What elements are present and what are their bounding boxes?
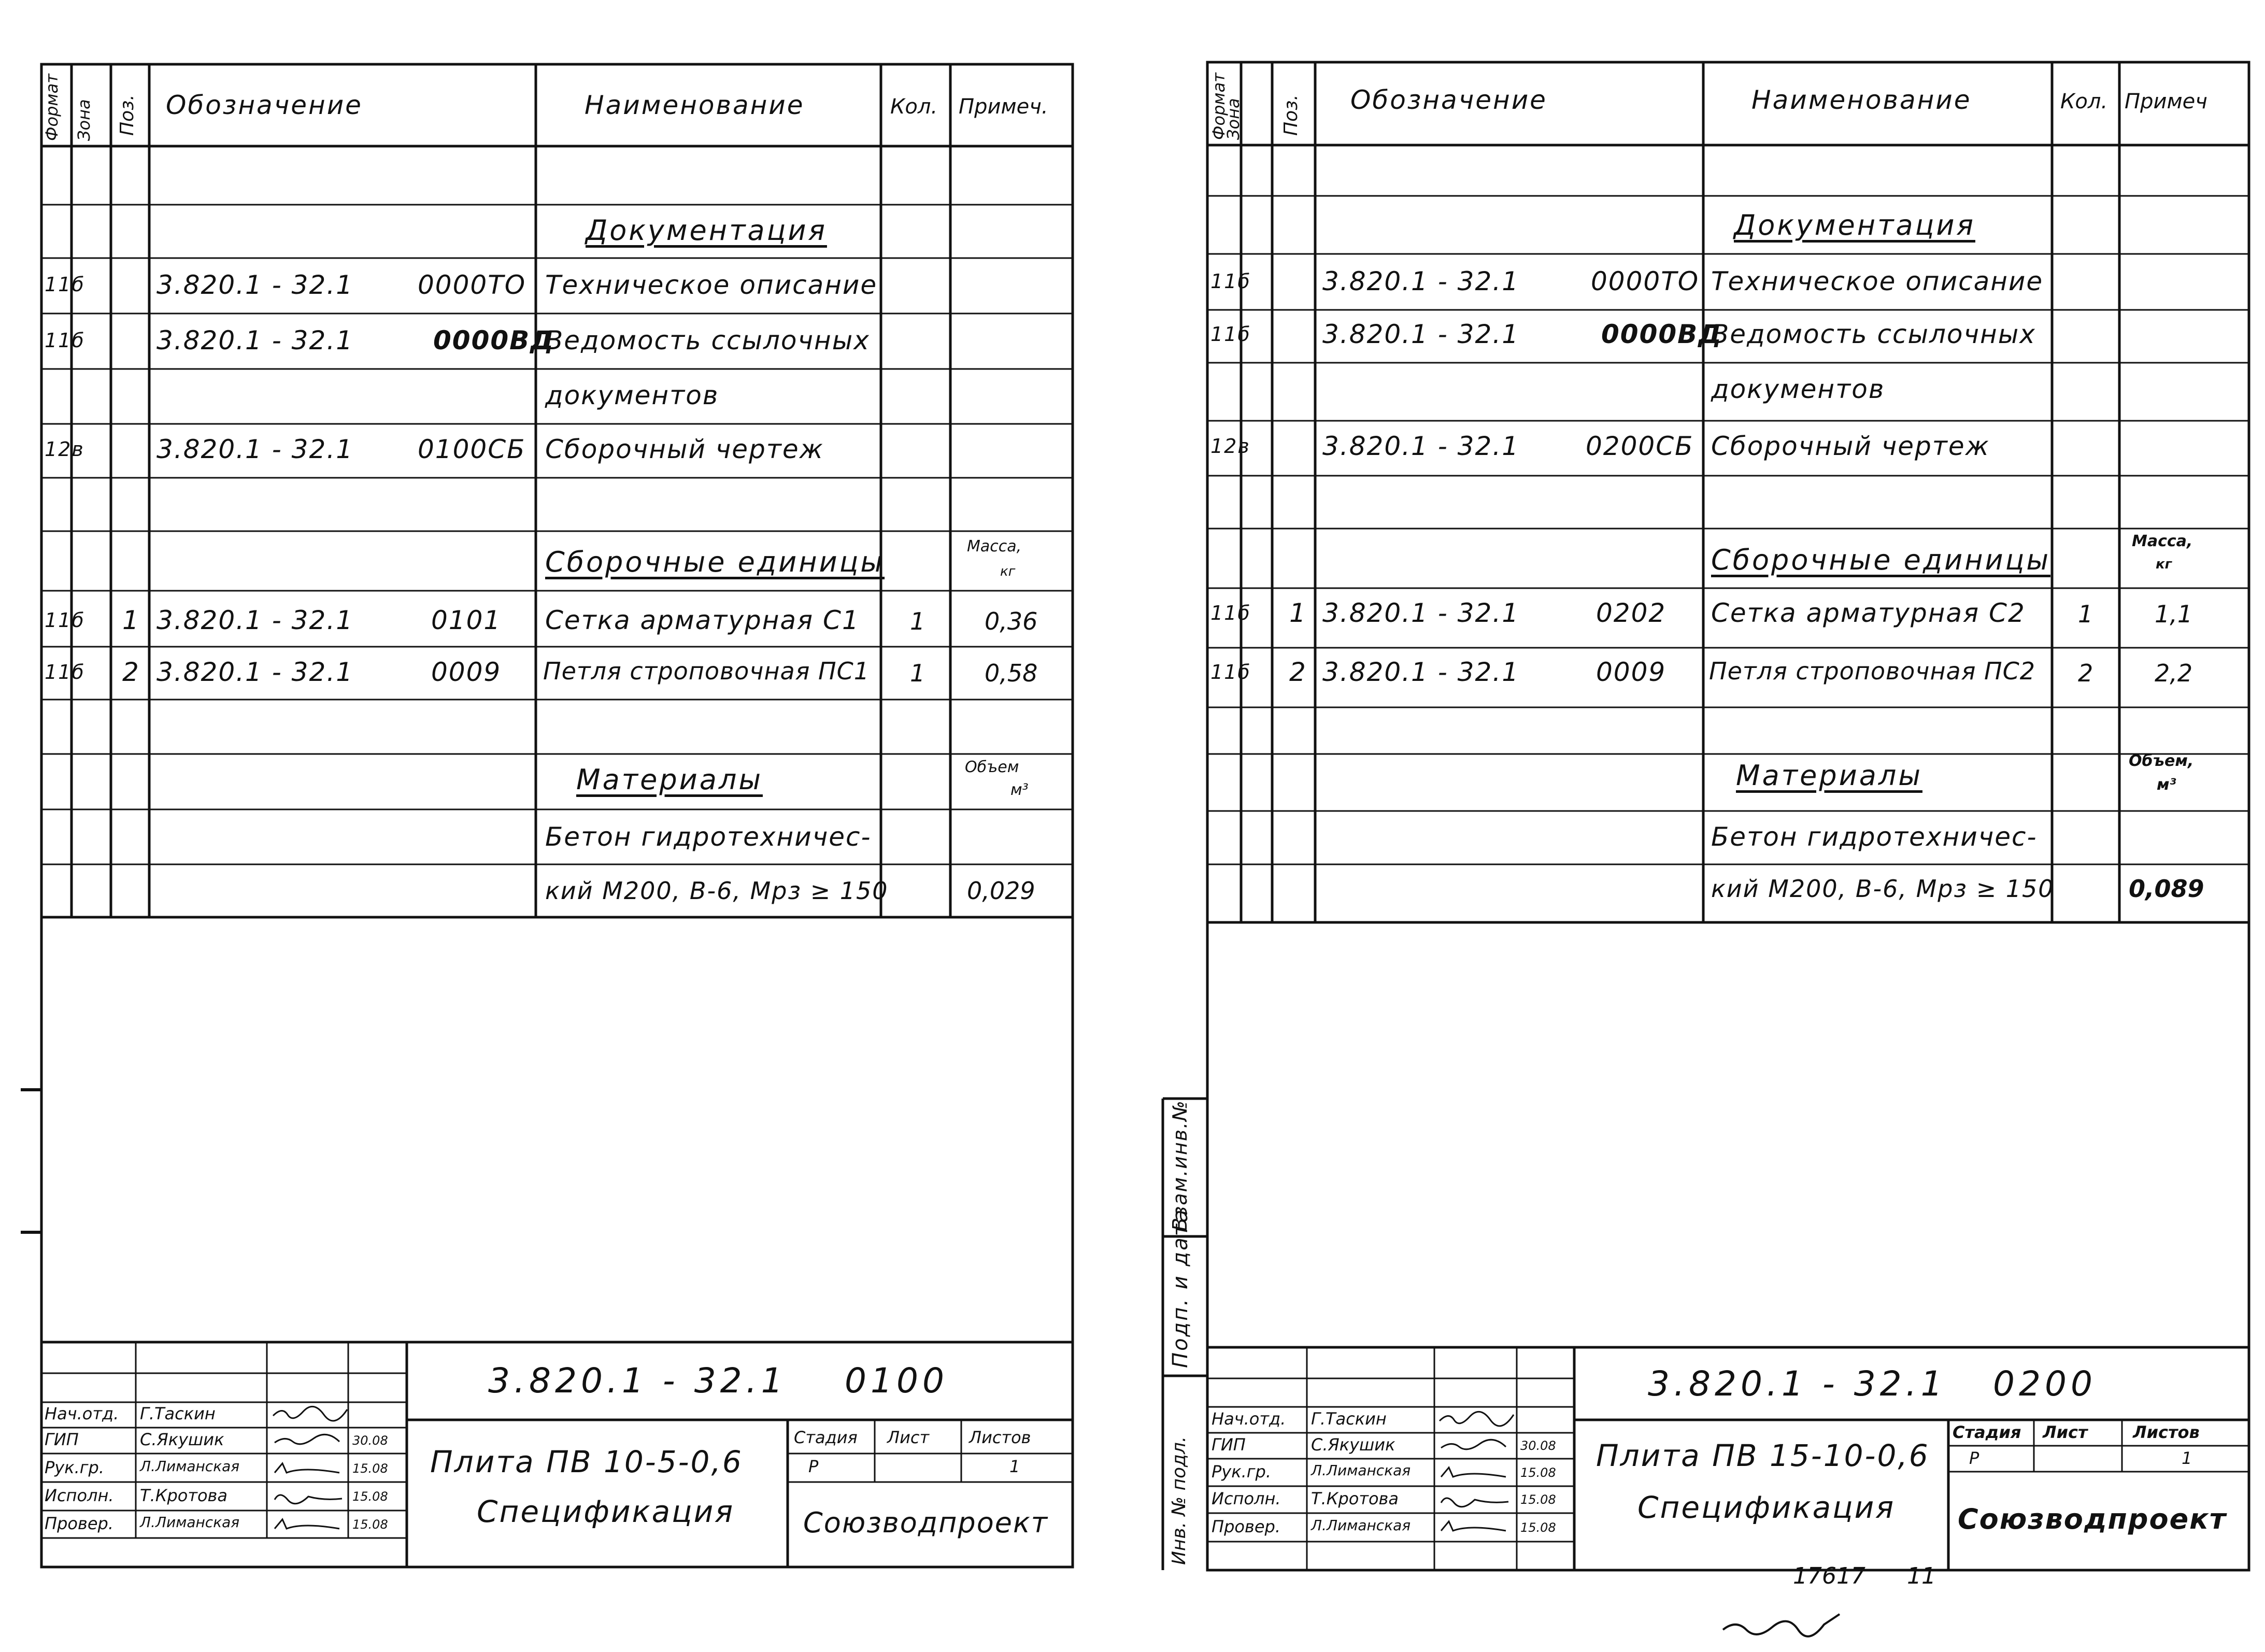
sheet-label: Лист [2043, 1422, 2088, 1442]
sign-date: 15.08 [1520, 1520, 1556, 1535]
row-quantity: 1 [2078, 600, 2093, 628]
sign-date: 15.08 [1520, 1492, 1556, 1507]
signature [1438, 1492, 1511, 1507]
row-quantity: 2 [2078, 659, 2093, 687]
signature [272, 1433, 345, 1448]
section-materials: Материалы [1736, 759, 1922, 792]
person-name: Л.Лиманская [1311, 1517, 1411, 1534]
material-line-2: кий М200, В-6, Мрз ≥ 150 [545, 877, 889, 905]
row-code-suffix: 0000ВД [1601, 319, 1722, 349]
row-quantity: 1 [910, 659, 925, 687]
volume-label: Объем, [2129, 752, 2194, 770]
stamp-signature-date: Подп. и дата [1169, 1208, 1192, 1368]
stamp-replacement-inventory: Взам.инв.№ [1169, 1100, 1191, 1231]
title-code: 3.820.1 - 32.1 [488, 1361, 787, 1401]
row-name: Петля строповочная ПС1 [543, 657, 870, 685]
row-code: 3.820.1 - 32.1 [156, 605, 354, 635]
header-zone: Зона [1223, 98, 1243, 140]
row-code-suffix: 0009 [1596, 657, 1666, 687]
row-note: 0,36 [985, 607, 1038, 635]
row-code-suffix: 0000ТО [1591, 266, 1700, 296]
signature [1438, 1439, 1511, 1453]
header-pos: Поз. [1280, 94, 1302, 136]
row-name: документов [1711, 374, 1885, 404]
volume-unit: м³ [1010, 781, 1029, 799]
material-volume: 0,089 [2129, 875, 2204, 903]
archive-sheet: 11 [1907, 1563, 1936, 1589]
row-note: 0,58 [985, 659, 1038, 687]
row-code: 3.820.1 - 32.1 [156, 657, 354, 687]
header-format: Формат [1209, 73, 1229, 140]
role-label: Рук.гр. [1212, 1462, 1272, 1482]
sign-date: 15.08 [352, 1461, 388, 1476]
role-label: Исполн. [1212, 1489, 1281, 1508]
row-name: Техническое описание [1711, 266, 2044, 296]
title-code: 3.820.1 - 32.1 [1648, 1364, 1947, 1404]
row-name: Сетка арматурная С1 [545, 605, 860, 635]
sheet-label: Лист [887, 1428, 930, 1447]
mass-unit: кг [1000, 564, 1016, 579]
section-documentation: Документация [586, 214, 827, 247]
row-code-suffix: 0000ТО [418, 270, 526, 300]
mass-label: Масса, [967, 537, 1022, 556]
row-code-suffix: 0000ВД [433, 325, 554, 355]
row-code: 3.820.1 - 32.1 [1322, 319, 1520, 349]
header-qty: Кол. [2060, 90, 2108, 113]
row-name: Техническое описание [545, 270, 878, 300]
mass-label: Масса, [2132, 532, 2193, 550]
row-format: 11б [1210, 270, 1251, 293]
row-quantity: 1 [910, 607, 925, 635]
row-note: 2,2 [2155, 659, 2193, 687]
person-name: Л.Лиманская [140, 1458, 240, 1475]
sign-date: 15.08 [1520, 1465, 1556, 1480]
person-name: Г.Таскин [1311, 1409, 1387, 1429]
role-label: Нач.отд. [45, 1404, 119, 1423]
row-name: Петля строповочная ПС2 [1709, 657, 2035, 685]
material-line-1: Бетон гидротехничес- [545, 822, 872, 852]
person-name: Т.Кротова [1311, 1489, 1399, 1508]
row-position: 2 [1289, 657, 1307, 687]
document-type: Спецификация [1637, 1490, 1896, 1525]
row-name: документов [545, 380, 719, 410]
person-name: Л.Лиманская [140, 1514, 240, 1531]
sheets-count-value: 1 [1009, 1457, 1020, 1476]
row-code-suffix: 0200СБ [1586, 431, 1694, 461]
row-format: 11б [1210, 661, 1251, 683]
row-code-suffix: 0009 [431, 657, 502, 687]
row-name: Ведомость ссылочных [1711, 319, 2036, 349]
role-label: ГИП [1212, 1435, 1246, 1455]
document-type: Спецификация [477, 1494, 735, 1529]
title-code-suffix: 0200 [1993, 1364, 2097, 1404]
row-name: Сборочный чертеж [545, 434, 824, 464]
row-code: 3.820.1 - 32.1 [1322, 657, 1520, 687]
material-volume: 0,029 [967, 877, 1035, 905]
header-designation: Обозначение [1350, 85, 1547, 115]
row-code-suffix: 0202 [1596, 598, 1666, 628]
title-code-suffix: 0100 [845, 1361, 948, 1401]
handwritten-note [1720, 1609, 1855, 1623]
header-format: Формат [42, 74, 62, 141]
product-name: Плита ПВ 10-5-0,6 [430, 1444, 743, 1479]
material-line-1: Бетон гидротехничес- [1711, 822, 2038, 852]
signature [1438, 1465, 1511, 1480]
person-name: С.Якушик [1311, 1435, 1395, 1455]
section-documentation: Документация [1734, 209, 1975, 241]
organization: Союзводпроект [1958, 1503, 2227, 1535]
signature [272, 1461, 345, 1476]
row-format: 11б [45, 329, 85, 352]
row-format: 12в [1210, 435, 1250, 458]
volume-unit: м³ [2157, 776, 2176, 794]
row-code: 3.820.1 - 32.1 [156, 270, 354, 300]
stage-value: Р [808, 1457, 819, 1476]
signature [272, 1489, 345, 1504]
role-label: ГИП [45, 1430, 79, 1449]
signature [1438, 1411, 1516, 1425]
person-name: Г.Таскин [140, 1404, 216, 1423]
sheets-count-value: 1 [2182, 1448, 2192, 1468]
mass-unit: кг [2156, 557, 2172, 572]
row-code-suffix: 0100СБ [418, 434, 526, 464]
header-note: Примеч [2125, 90, 2207, 113]
volume-label: Объем [965, 758, 1019, 776]
row-position: 1 [122, 605, 140, 635]
header-name: Наименование [585, 90, 805, 120]
sheets-count-label: Листов [969, 1428, 1031, 1447]
role-label: Рук.гр. [45, 1458, 105, 1477]
signature [272, 1517, 345, 1532]
header-qty: Кол. [890, 95, 938, 119]
role-label: Провер. [1212, 1517, 1280, 1536]
row-code: 3.820.1 - 32.1 [1322, 431, 1520, 461]
row-format: 11б [45, 661, 85, 683]
row-name: Сборочный чертеж [1711, 431, 1990, 461]
row-format: 11б [45, 273, 85, 296]
header-zone: Зона [74, 99, 94, 141]
row-note: 1,1 [2155, 600, 2193, 628]
sheet-frame-grid [1124, 0, 2265, 1652]
spec-sheet-right [1124, 0, 2265, 1652]
material-line-2: кий М200, В-6, Мрз ≥ 150 [1711, 875, 2055, 903]
row-format: 11б [1210, 323, 1251, 346]
row-name: Ведомость ссылочных [545, 325, 870, 355]
fold-mark [21, 1231, 41, 1234]
organization: Союзводпроект [803, 1506, 1049, 1539]
row-code: 3.820.1 - 32.1 [156, 325, 354, 355]
row-name: Сетка арматурная С2 [1711, 598, 2026, 628]
header-pos: Поз. [117, 94, 138, 136]
spec-sheet-left [0, 0, 1109, 1652]
header-name: Наименование [1751, 85, 1972, 115]
fold-mark [21, 1088, 41, 1091]
archive-number: 17617 [1793, 1563, 1865, 1589]
row-position: 1 [1289, 598, 1307, 628]
row-format: 11б [45, 609, 85, 632]
stage-value: Р [1969, 1448, 1979, 1468]
sign-date: 15.08 [352, 1517, 388, 1532]
row-position: 2 [122, 657, 140, 687]
role-label: Исполн. [45, 1486, 114, 1505]
sheets-count-label: Листов [2133, 1422, 2200, 1442]
header-note: Примеч. [959, 95, 1048, 119]
stamp-inventory-original: Инв. № подл. [1169, 1436, 1190, 1565]
role-label: Нач.отд. [1212, 1409, 1286, 1429]
person-name: С.Якушик [140, 1430, 224, 1449]
signature [1438, 1519, 1511, 1534]
row-code-suffix: 0101 [431, 605, 502, 635]
row-code: 3.820.1 - 32.1 [1322, 266, 1520, 296]
signature [272, 1405, 350, 1420]
section-assembly-units: Сборочные единицы [545, 546, 885, 578]
sign-date: 30.08 [1520, 1439, 1556, 1453]
header-designation: Обозначение [166, 90, 363, 120]
sign-date: 15.08 [352, 1489, 388, 1504]
section-materials: Материалы [576, 763, 763, 796]
sign-date: 30.08 [352, 1433, 388, 1448]
person-name: Л.Лиманская [1311, 1462, 1411, 1479]
stage-label: Стадия [794, 1428, 858, 1447]
person-name: Т.Кротова [140, 1486, 228, 1505]
section-assembly-units: Сборочные единицы [1711, 544, 2051, 576]
row-format: 11б [1210, 602, 1251, 624]
row-code: 3.820.1 - 32.1 [156, 434, 354, 464]
stage-label: Стадия [1953, 1422, 2021, 1442]
product-name: Плита ПВ 15-10-0,6 [1596, 1438, 1930, 1473]
row-format: 12в [45, 438, 84, 461]
row-code: 3.820.1 - 32.1 [1322, 598, 1520, 628]
role-label: Провер. [45, 1514, 113, 1533]
